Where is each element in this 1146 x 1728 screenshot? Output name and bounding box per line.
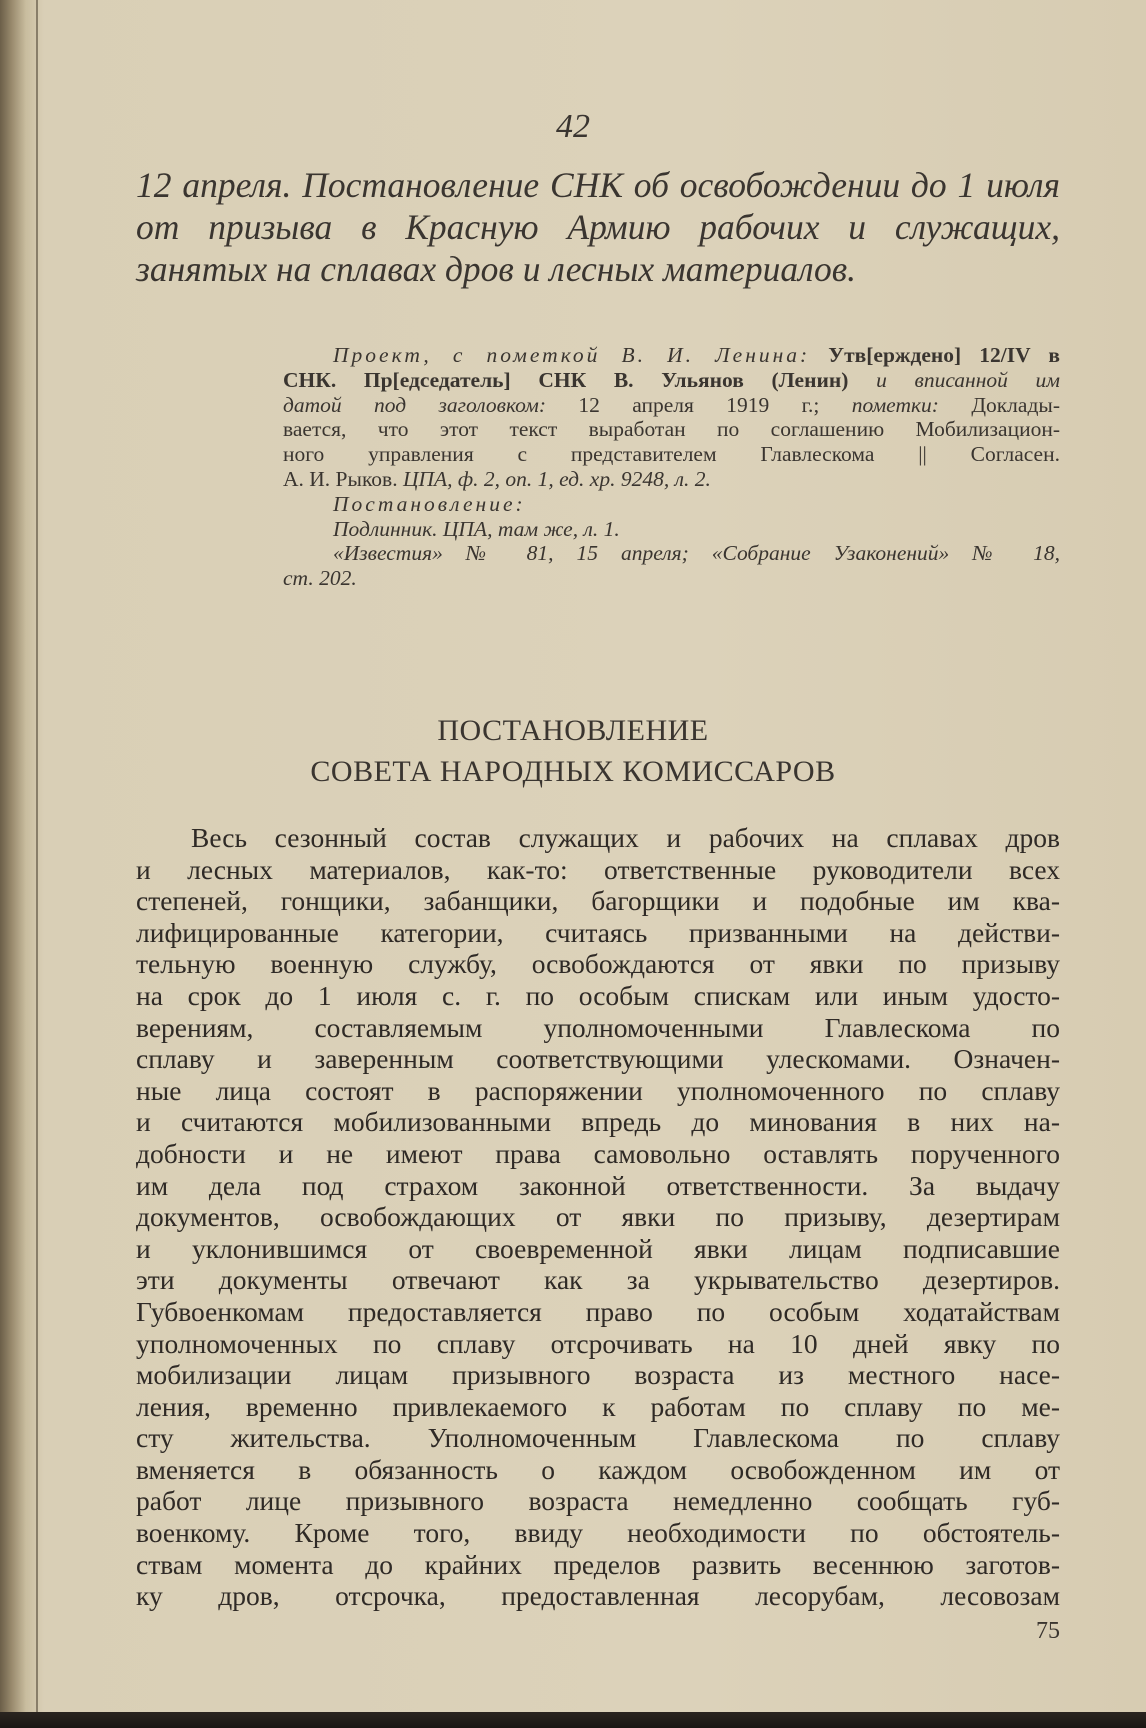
body-line: им дела под страхом законной ответственности. За выдачу [136, 1169, 1060, 1201]
body-line: ствам момента до крайних пределов развить весеннюю заготов- [136, 1548, 1060, 1580]
notes-line: Постановление: [333, 491, 526, 516]
decree-title-line: ПОСТАНОВЛЕНИЕ [437, 714, 709, 747]
body-line: эти документы отвечают как за укрывательство дезертиров. [136, 1264, 1060, 1296]
body-line: и уклонившимся от своевременной явки лицам подписавшие [136, 1232, 1060, 1264]
notes-line: «Известия» № 81, 15 апреля; «Собрание Узаконений» № 18, [333, 541, 1060, 566]
body-line: Весь сезонный состав служащих и рабочих на сплавах дров [191, 822, 1060, 853]
decree-title-line: СОВЕТА НАРОДНЫХ КОМИССАРОВ [310, 755, 836, 788]
body-line: тельную военную службу, освобождаются от явки по призыву [136, 948, 1060, 980]
notes-line: вается, что этот текст выработан по соглашению Мобилизацион- [283, 417, 1060, 442]
notes-line: СНК. Пр[едседатель] СНК В. Ульянов (Ленин) и вписанной им [283, 367, 1061, 392]
body-line: сту жительства. Уполномоченным Главлескома по сплаву [136, 1422, 1060, 1454]
page-bottom-edge [0, 1712, 1146, 1728]
body-line: уполномоченных по сплаву отсрочивать на 10 дней явку по [136, 1327, 1060, 1359]
body-line: верениям, составляемым уполномоченными Главлескома по [136, 1011, 1060, 1043]
book-spine [36, 0, 38, 1728]
notes-line: Подлинник. ЦПА, там же, л. 1. [333, 516, 620, 541]
notes-line: ного управления с представителем Главлескома || Согласен. [283, 442, 1060, 467]
body-line: ления, временно привлекаемого к работам по сплаву по ме- [136, 1390, 1060, 1422]
body-line: Губвоенкомам предоставляется право по особым ходатайствам [136, 1295, 1060, 1327]
body-line: вменяется в обязанность о каждом освобожденном им от [136, 1453, 1060, 1485]
archival-notes [283, 343, 1060, 591]
notes-line: А. И. Рыков. ЦПА, ф. 2, оп. 1, ед. хр. 9248, л. 2. [283, 466, 711, 491]
body-line: ные лица состоят в распоряжении уполномоченного по сплаву [136, 1074, 1060, 1106]
body-line: добности и не имеют права самовольно оставлять порученного [136, 1137, 1060, 1169]
body-line: и считаются мобилизованными впредь до минования в них на- [136, 1106, 1060, 1138]
body-line: ку дров, отсрочка, предоставленная лесорубам, лесовозам [136, 1580, 1060, 1612]
body-line: степеней, гонщики, забанщики, багорщики и подобные им ква- [136, 885, 1060, 917]
body-line: лифицированные категории, считаясь призванными на действи- [136, 916, 1060, 948]
body-line: сплаву и заверенным соответствующими улескомами. Означен- [136, 1043, 1060, 1075]
document-number: 42 [556, 108, 590, 145]
decree-body [136, 822, 1060, 1612]
document-heading: 12 апреля. Постановление СНК об освобождении до 1 июля от призыва в Красную Армию рабочих и служащих, занятых на сплавах дров и лесных материалов. [136, 165, 1060, 289]
notes-line: ст. 202. [283, 566, 357, 591]
notes-line: датой под заголовком: 12 апреля 1919 г.; пометки: Доклады- [283, 392, 1060, 417]
page-number: 75 [1036, 1618, 1060, 1644]
body-line: работ лице призывного возраста немедленно сообщать губ- [136, 1485, 1060, 1517]
decree-title [0, 710, 1146, 792]
body-line: военкому. Кроме того, ввиду необходимости по обстоятель- [136, 1517, 1060, 1549]
body-line: на срок до 1 июля с. г. по особым спискам или иным удосто- [136, 979, 1060, 1011]
body-line: и лесных материалов, как-то: ответственные руководители всех [136, 853, 1060, 885]
body-line: документов, освобождающих от явки по призыву, дезертирам [136, 1201, 1060, 1233]
body-line: мобилизации лицам призывного возраста из местного насе- [136, 1359, 1060, 1391]
notes-line: Проект, с пометкой В. И. Ленина: Утв[ерждено] 12/IV в [333, 343, 1060, 367]
